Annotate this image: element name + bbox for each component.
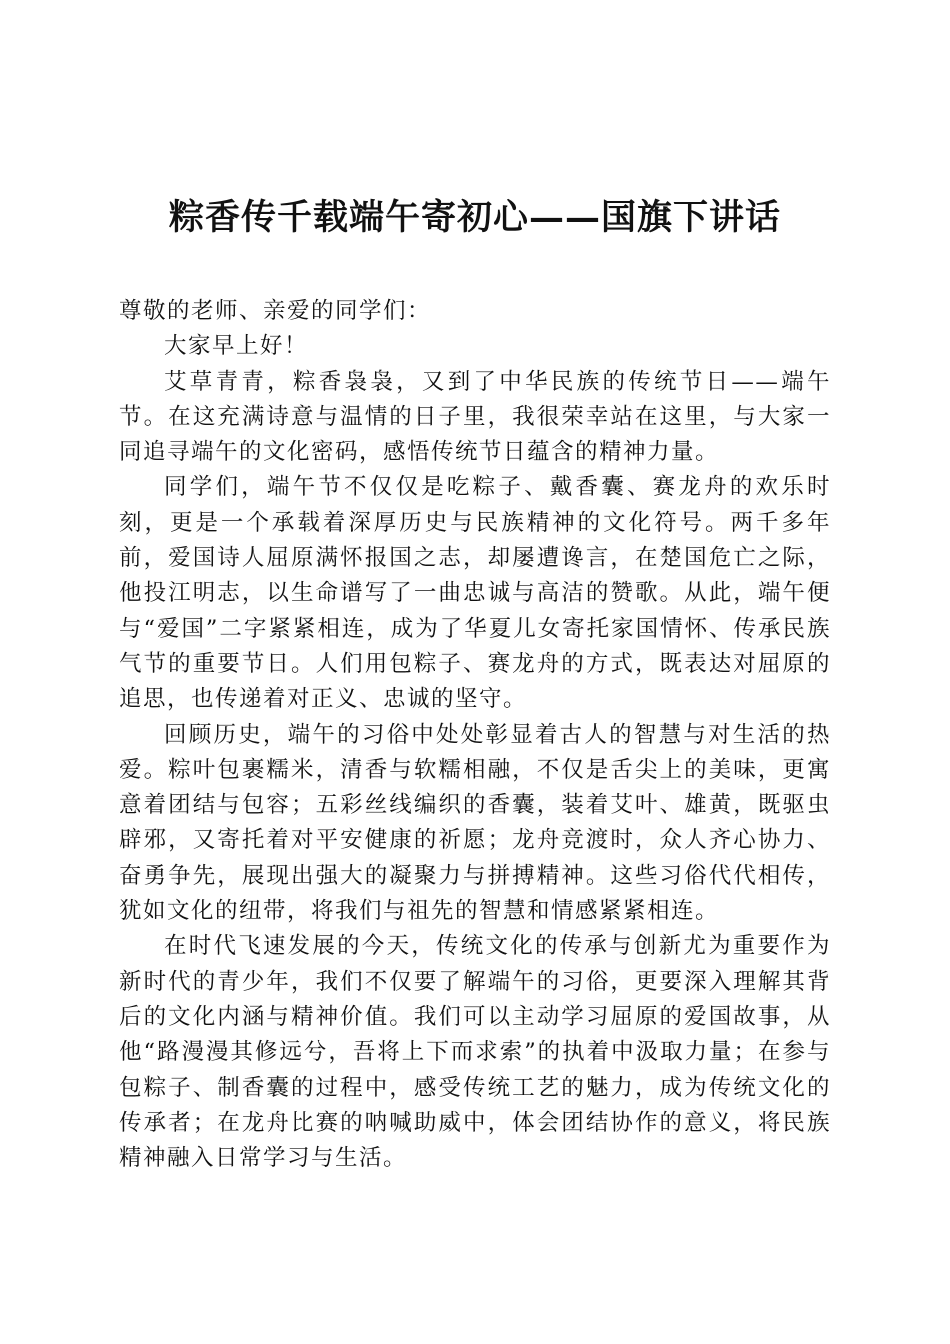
salutation: 尊敬的老师、亲爱的同学们： bbox=[119, 298, 432, 324]
speech-body bbox=[119, 294, 831, 1176]
paragraph-1: 艾草青青，粽香袅袅，又到了中华民族的传统节日——端午节。在这充满诗意与温情的日子里，我很荣幸站在这里，与大家一同追寻端午的文化密码，感悟传统节日蕴含的精神力量。 bbox=[119, 368, 831, 466]
greeting: 大家早上好！ bbox=[164, 333, 309, 360]
paragraph-3: 回顾历史，端午的习俗中处处彰显着古人的智慧与对生活的热爱。粽叶包裹糯米，清香与软糯相融，不仅是舌尖上的美味，更寓意着团结与包容；五彩丝线编织的香囊，装着艾叶、雄黄，既驱虫辟邪，又寄托着对平安健康的祈愿；龙舟竞渡时，众人齐心协力、奋勇争先，展现出强大的凝聚力与拼搏精神。这些习俗代代相传，犹如文化的纽带，将我们与祖先的智慧和情感紧紧相连。 bbox=[119, 721, 831, 925]
paragraph-4: 在时代飞速发展的今天，传统文化的传承与创新尤为重要作为新时代的青少年，我们不仅要了解端午的习俗，更要深入理解其背后的文化内涵与精神价值。我们可以主动学习屈原的爱国故事，从他“路漫漫其修远兮，吾将上下而求索”的执着中汲取力量；在参与包粽子、制香囊的过程中，感受传统工艺的魅力，成为传统文化的传承者；在龙舟比赛的呐喊助威中，体会团结协作的意义，将民族精神融入日常学习与生活。 bbox=[119, 933, 831, 1172]
document-title: 粽香传千载端午寄初心——国旗下讲话 bbox=[168, 197, 781, 238]
paragraph-2: 同学们，端午节不仅仅是吃粽子、戴香囊、赛龙舟的欢乐时刻，更是一个承载着深厚历史与民族精神的文化符号。两千多年前，爱国诗人屈原满怀报国之志，却屡遭谗言，在楚国危亡之际，他投江明志，以生命谱写了一曲忠诚与高洁的赞歌。从此，端午便与“爱国”二字紧紧相连，成为了华夏儿女寄托家国情怀、传承民族气节的重要节日。人们用包粽子、赛龙舟的方式，既表达对屈原的追思，也传递着对正义、忠诚的坚守。 bbox=[119, 474, 831, 713]
